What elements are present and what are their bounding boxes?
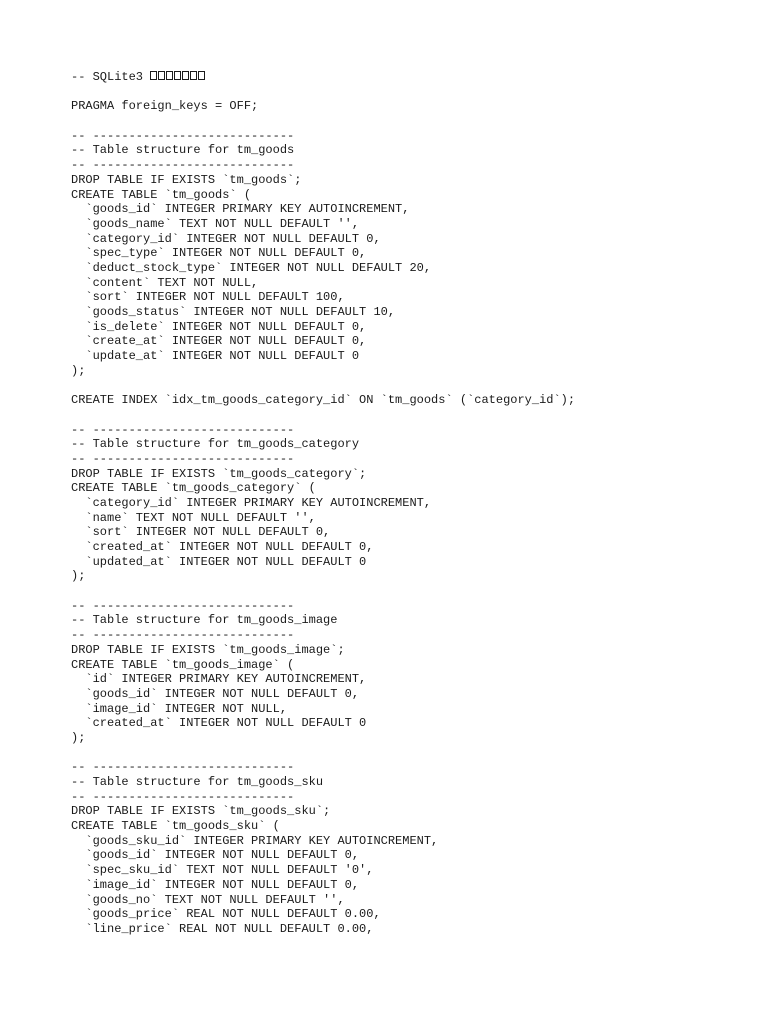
code-line: -- ----------------------------: [71, 789, 295, 804]
code-line: );: [71, 363, 86, 378]
code-line: `goods_id` INTEGER PRIMARY KEY AUTOINCREMENT,: [71, 202, 410, 217]
code-line: `name` TEXT NOT NULL DEFAULT '',: [71, 510, 316, 525]
code-line: `spec_type` INTEGER NOT NULL DEFAULT 0,: [71, 246, 367, 261]
code-line: `created_at` INTEGER NOT NULL DEFAULT 0: [71, 716, 367, 731]
code-lines: [71, 85, 751, 937]
code-line: CREATE INDEX `idx_tm_goods_category_id` ON `tm_goods` (`category_id`);: [71, 393, 576, 408]
code-line: `goods_id` INTEGER NOT NULL DEFAULT 0,: [71, 686, 360, 701]
code-line: `goods_name` TEXT NOT NULL DEFAULT '',: [71, 216, 360, 231]
code-line: `goods_id` INTEGER NOT NULL DEFAULT 0,: [71, 848, 360, 863]
code-line: `goods_price` REAL NOT NULL DEFAULT 0.00,: [71, 907, 381, 922]
code-line: -- ----------------------------: [71, 628, 295, 643]
code-line: `id` INTEGER PRIMARY KEY AUTOINCREMENT,: [71, 672, 367, 687]
code-line: DROP TABLE IF EXISTS `tm_goods`;: [71, 172, 302, 187]
code-line: -- Table structure for tm_goods_sku: [71, 775, 324, 789]
code-line: -- Table structure for tm_goods_category: [71, 437, 360, 452]
code-line: CREATE TABLE `tm_goods` (: [71, 187, 252, 202]
sql-document: [71, 70, 751, 937]
code-line: `content` TEXT NOT NULL,: [71, 275, 259, 290]
code-line: [71, 408, 751, 423]
header-comment-text: -- SQLite3: [71, 70, 144, 84]
code-line: -- ----------------------------: [71, 128, 295, 143]
code-line: CREATE TABLE `tm_goods_category` (: [71, 481, 316, 496]
code-line: `created_at` INTEGER NOT NULL DEFAULT 0,: [71, 540, 374, 554]
code-line: [71, 378, 751, 393]
code-line: `sort` INTEGER NOT NULL DEFAULT 0,: [71, 525, 331, 540]
code-line: DROP TABLE IF EXISTS `tm_goods_sku`;: [71, 804, 331, 819]
code-line: DROP TABLE IF EXISTS `tm_goods_category`;: [71, 466, 367, 481]
code-line: `goods_status` INTEGER NOT NULL DEFAULT 10,: [71, 305, 396, 319]
code-line: `is_delete` INTEGER NOT NULL DEFAULT 0,: [71, 319, 367, 334]
code-line: `goods_sku_id` INTEGER PRIMARY KEY AUTOINCREMENT,: [71, 833, 439, 848]
code-line: -- Table structure for tm_goods_image: [71, 613, 338, 628]
code-line: [71, 746, 751, 761]
code-line: `category_id` INTEGER PRIMARY KEY AUTOINCREMENT,: [71, 495, 432, 510]
code-line: );: [71, 569, 86, 584]
code-line: `create_at` INTEGER NOT NULL DEFAULT 0,: [71, 334, 367, 349]
code-line: `spec_sku_id` TEXT NOT NULL DEFAULT '0',: [71, 863, 374, 878]
code-line: -- ----------------------------: [71, 422, 295, 437]
code-line: -- Table structure for tm_goods: [71, 143, 295, 158]
code-line: `updated_at` INTEGER NOT NULL DEFAULT 0: [71, 554, 367, 569]
code-line: -- ----------------------------: [71, 158, 295, 173]
code-line: CREATE TABLE `tm_goods_image` (: [71, 657, 295, 672]
code-line: -- ----------------------------: [71, 760, 295, 775]
code-line: `goods_no` TEXT NOT NULL DEFAULT '',: [71, 892, 345, 907]
code-line: `image_id` INTEGER NOT NULL DEFAULT 0,: [71, 877, 360, 892]
code-line: `line_price` REAL NOT NULL DEFAULT 0.00,: [71, 921, 374, 936]
code-line: -- ----------------------------: [71, 598, 295, 613]
code-line: CREATE TABLE `tm_goods_sku` (: [71, 819, 280, 834]
code-line: );: [71, 730, 86, 745]
code-line: PRAGMA foreign_keys = OFF;: [71, 99, 259, 114]
code-line: `deduct_stock_type` INTEGER NOT NULL DEFAULT 20,: [71, 260, 432, 275]
code-line: `image_id` INTEGER NOT NULL,: [71, 701, 288, 716]
code-line: [71, 85, 751, 100]
code-line: [71, 114, 751, 129]
code-line: -- ----------------------------: [71, 451, 295, 466]
code-line: `category_id` INTEGER NOT NULL DEFAULT 0,: [71, 231, 381, 246]
code-line: `sort` INTEGER NOT NULL DEFAULT 100,: [71, 290, 345, 305]
header-comment-line: [71, 70, 751, 85]
code-line: `update_at` INTEGER NOT NULL DEFAULT 0: [71, 349, 360, 364]
code-line: DROP TABLE IF EXISTS `tm_goods_image`;: [71, 642, 345, 657]
code-line: [71, 584, 751, 599]
missing-glyph-boxes: [150, 70, 206, 84]
